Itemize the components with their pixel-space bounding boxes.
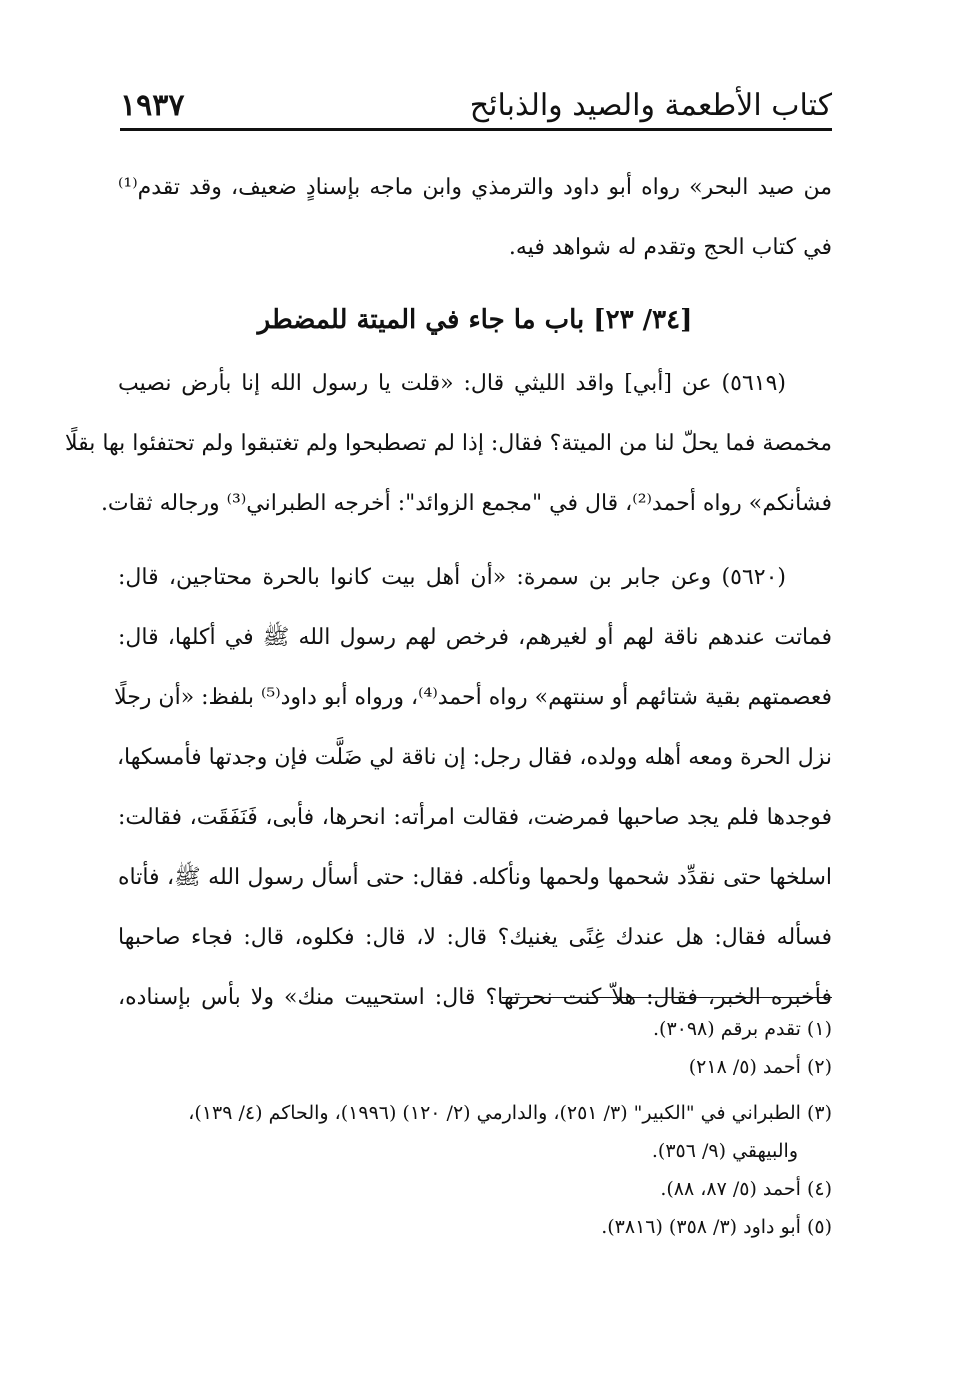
- footnote-1: (١) تقدم برقم (٣٠٩٨).: [652, 1018, 832, 1040]
- header-rule: [120, 128, 832, 131]
- footnote-4: (٤) أحمد (٥/ ٨٧، ٨٨).: [660, 1178, 832, 1200]
- hadith-5620-line: (٥٦٢٠) وعن جابر بن سمرة: «أن أهل بيت كانوا بالحرة محتاجين، قال:: [118, 565, 786, 590]
- hadith-5620-line: فوجدها فلم يجد صاحبها فمرضت، فقالت امرأته: انحرها، فأبى، فَنَفَقَت، فقالت:: [118, 805, 832, 830]
- hadith-5619-line: مخمصة فما يحلّ لنا من الميتة؟ فقال: إذا لم تصطبحوا ولم تغتبقوا ولم تحتفئوا بها بقلًا: [64, 431, 832, 456]
- main-text: [64, 158, 832, 1028]
- page-header: [120, 84, 832, 126]
- hadith-5620-line: فعصمتهم بقية شتائهم أو سنتهم» رواه أحمد⁽⁴⁾، ورواه أبو داود⁽⁵⁾ بلفظ: «أن رجلًا: [114, 685, 832, 710]
- hadith-5620-line: فماتت عندهم ناقة لهم أو لغيرهم، فرخص لهم رسول الله ﷺ في أكلها، قال:: [118, 625, 832, 650]
- footnote-2: (٢) أحمد (٥/ ٢١٨): [688, 1056, 832, 1078]
- footnotes: [118, 1010, 832, 1246]
- hadith-5619-line: (٥٦١٩) عن [أبي] واقد الليثي قال: «قلت يا رسول الله إنا بأرض نصيب: [118, 371, 786, 396]
- footnote-rule: [502, 997, 832, 998]
- hadith-5619-line: فشأنكم» رواه أحمد⁽²⁾، قال في "مجمع الزوائد": أخرجه الطبراني⁽³⁾ ورجاله ثقات.: [100, 491, 832, 516]
- hadith-5620-line: نزل الحرة ومعه أهله وولده، فقال رجل: إن ناقة لي ضَلَّت فإن وجدتها فأمسكها،: [116, 745, 832, 770]
- hadith-5620-line: فأخبره الخبر، فقال: هلاّ كنت نحرتها؟ قال: استحييت منك» ولا بأس بإسناده،: [118, 985, 832, 1010]
- footnote-3-continued: والبيهقي (٩/ ٣٥٦).: [651, 1140, 798, 1162]
- footnote-5: (٥) أبو داود (٣/ ٣٥٨) (٣٨١٦).: [601, 1216, 832, 1238]
- text-line: من صيد البحر» رواه أبو داود والترمذي وابن ماجه بإسنادٍ ضعيف، وقد تقدم⁽¹⁾: [118, 175, 832, 200]
- section-heading: [٣٤/ ٢٣] باب ما جاء في الميتة للمضطر: [257, 305, 693, 335]
- text-line: في كتاب الحج وتقدم له شواهد فيه.: [508, 235, 832, 260]
- hadith-5620-line: فسأله فقال: هل عندك غِنًى يغنيك؟ قال: لا، قال: فكلوه، قال: فجاء صاحبها: [118, 925, 832, 950]
- book-title: كتاب الأطعمة والصيد والذبائح: [469, 88, 832, 123]
- hadith-5620-line: اسلخها حتى نقدِّد شحمها ولحمها ونأكله. فقال: حتى أسأل رسول الله ﷺ، فأتاه: [118, 865, 832, 890]
- page-number: ١٩٣٧: [120, 88, 185, 123]
- footnote-3: (٣) الطبراني في "الكبير" (٣/ ٢٥١)، والدارمي (٢/ ١٢٠) (١٩٩٦)، والحاكم (٤/ ١٣٩)،: [188, 1102, 832, 1124]
